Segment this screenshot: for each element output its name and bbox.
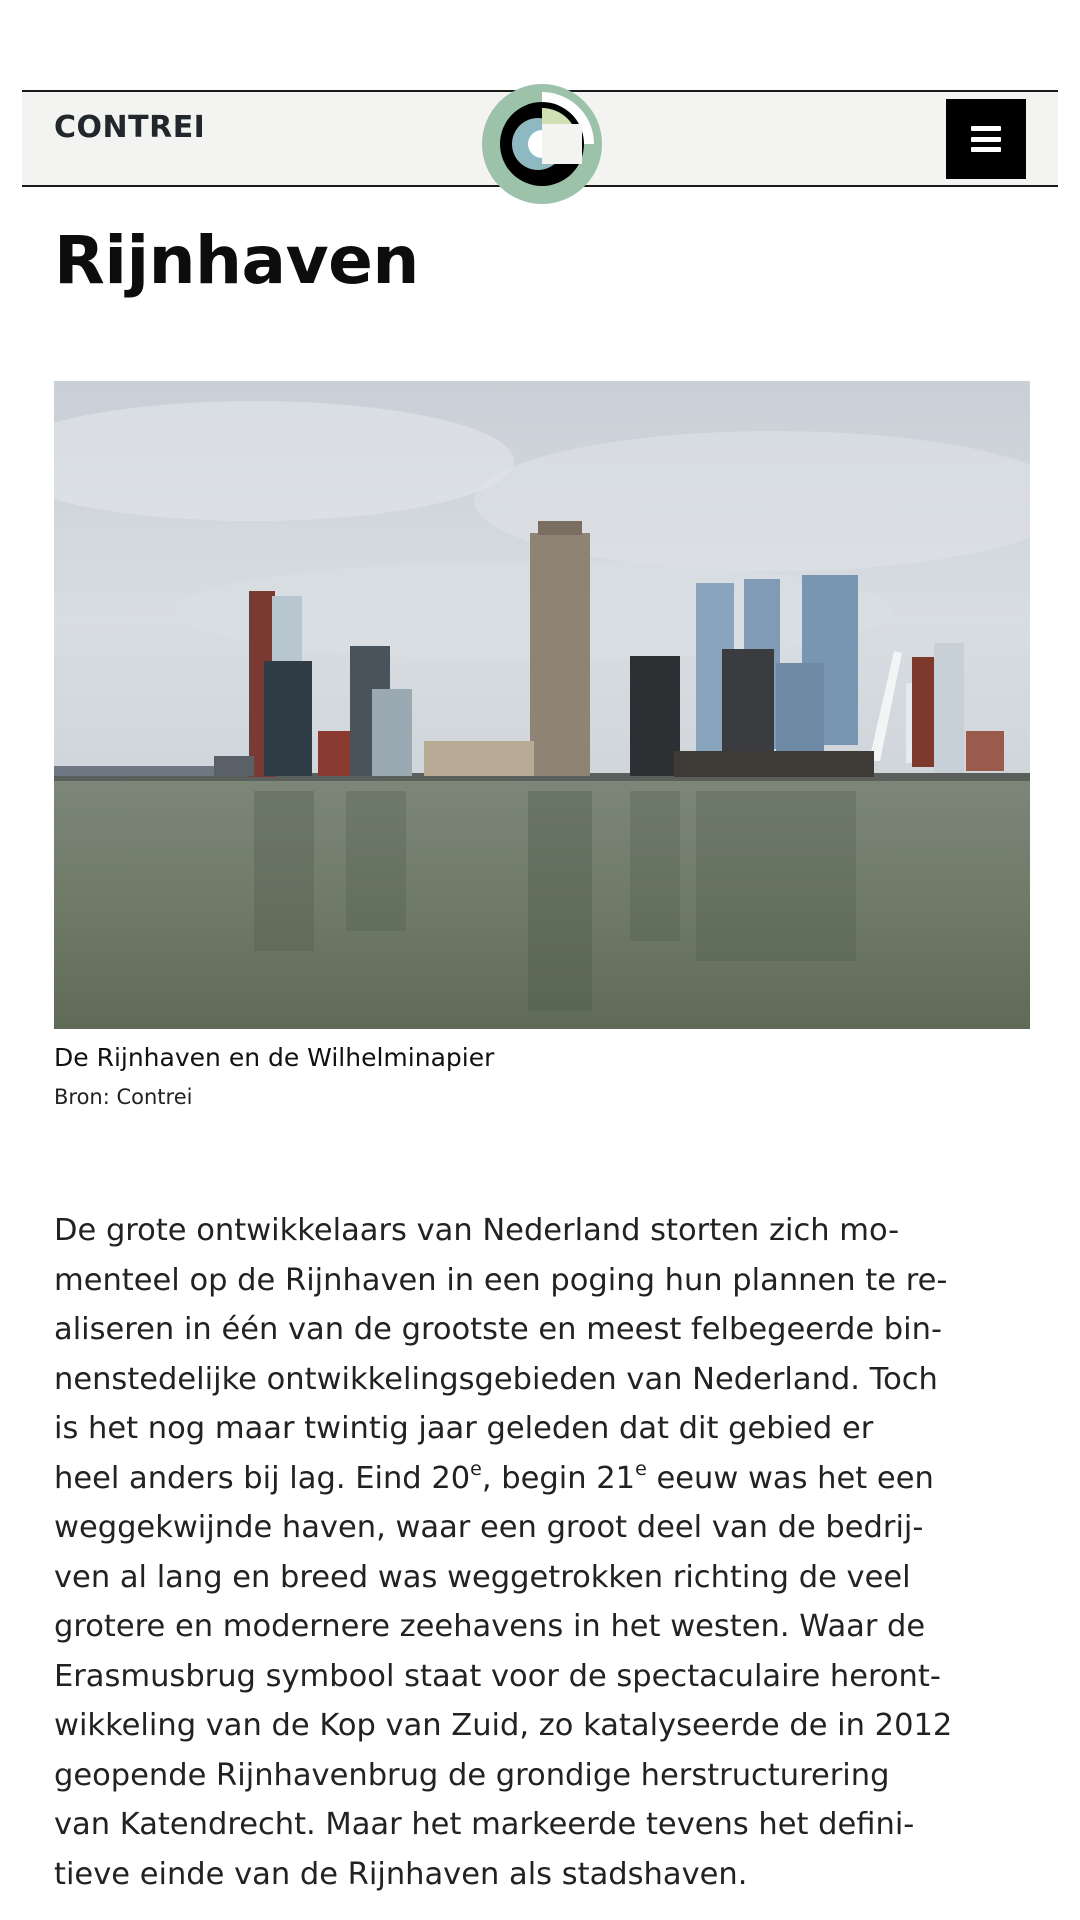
contrei-logo-icon[interactable] bbox=[480, 82, 604, 206]
paragraph-line: Erasmusbrug symbool staat voor de spectaculaire heront- bbox=[54, 1658, 941, 1694]
superscript: e bbox=[470, 1457, 482, 1480]
image-caption: De Rijnhaven en de Wilhelminapier bbox=[54, 1043, 495, 1072]
menu-button[interactable] bbox=[946, 99, 1026, 179]
paragraph-line: aliseren in één van de grootste en meest felbegeerde bin- bbox=[54, 1312, 942, 1347]
article-photo bbox=[54, 381, 1030, 1029]
paragraph-line: tieve einde van de Rijnhaven als stadshaven. bbox=[54, 1856, 748, 1892]
paragraph-line: heel anders bij lag. Eind 20e, begin 21e eeuw was het een bbox=[54, 1457, 934, 1496]
article-paragraph bbox=[54, 1206, 994, 1899]
paragraph-line: van Katendrecht. Maar het markeerde tevens het defini- bbox=[54, 1807, 915, 1842]
paragraph-line: geopende Rijnhavenbrug de grondige herstructurering bbox=[54, 1757, 890, 1793]
paragraph-line: ven al lang en breed was weggetrokken richting de veel bbox=[54, 1559, 911, 1595]
superscript: e bbox=[635, 1457, 647, 1480]
page-title: Rijnhaven bbox=[54, 222, 419, 299]
site-header bbox=[22, 90, 1058, 187]
paragraph-line: wikkeling van de Kop van Zuid, zo katalyseerde de in 2012 bbox=[54, 1708, 953, 1743]
paragraph-line: menteel op de Rijnhaven in een poging hun plannen te re- bbox=[54, 1262, 948, 1298]
paragraph-line: is het nog maar twintig jaar geleden dat dit gebied er bbox=[54, 1411, 874, 1446]
paragraph-line: nenstedelijke ontwikkelingsgebieden van Nederland. Toch bbox=[54, 1361, 938, 1397]
brand-link[interactable]: CONTREI bbox=[54, 110, 206, 145]
paragraph-line: weggekwijnde haven, waar een groot deel van de bedrij- bbox=[54, 1510, 924, 1545]
paragraph-line: De grote ontwikkelaars van Nederland storten zich mo- bbox=[54, 1213, 900, 1248]
hamburger-menu-icon bbox=[971, 126, 1001, 152]
paragraph-line: grotere en modernere zeehavens in het westen. Waar de bbox=[54, 1609, 926, 1644]
image-credit: Bron: Contrei bbox=[54, 1085, 193, 1109]
